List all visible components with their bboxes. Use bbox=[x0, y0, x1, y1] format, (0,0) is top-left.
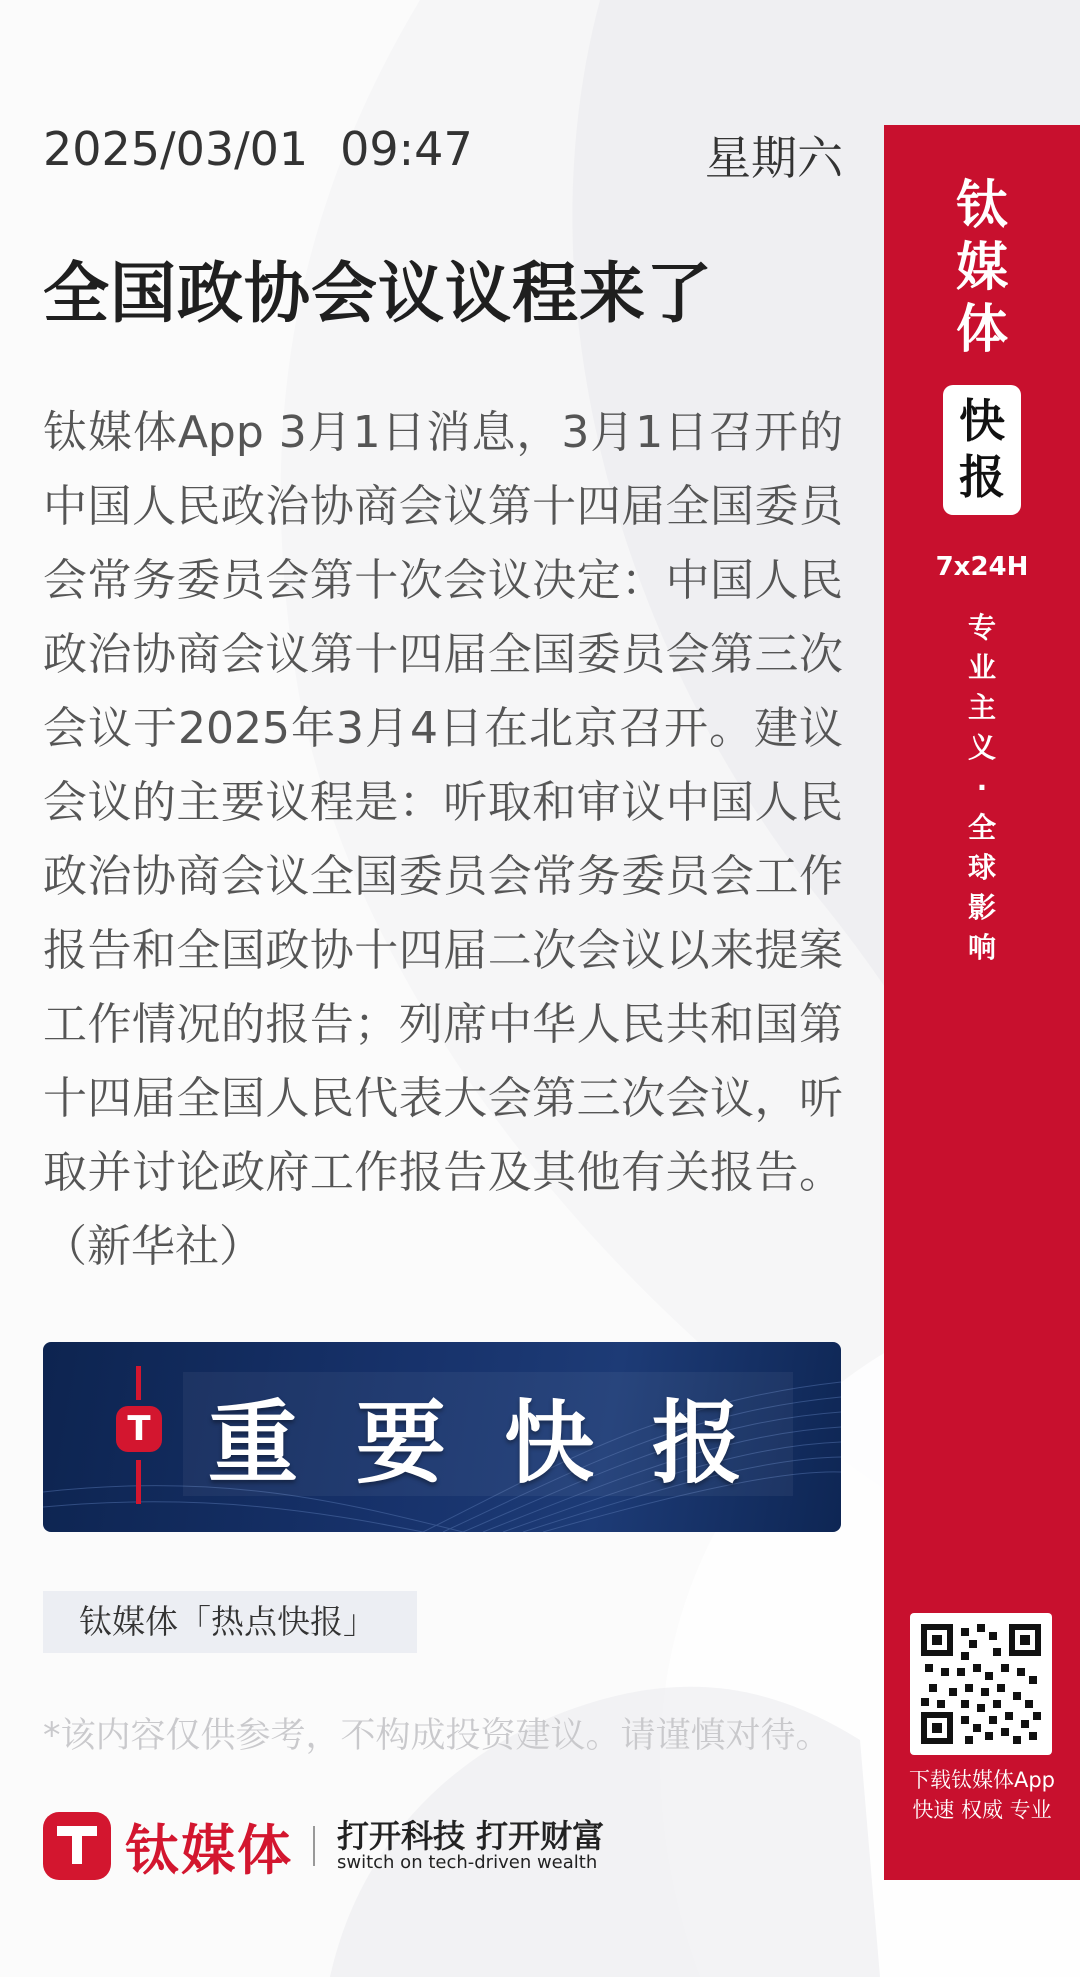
article-body: 钛媒体App 3月1日消息，3月1日召开的中国人民政治协商会议第十四届全国委员会常务委员会第十次会议决定：中国人民政治协商会议第十四届全国委员会第三次会议于2025年3月4日在北京召开。建议会议的主要议程是：听取和审议中国人民政治协商会议全国委员会常务委员会工作报告和全国政协十四届二次会议以来提案工作情况的报告；列席中华人民共和国第十四届全国人民代表大会第三次会议，听取并讨论政府工作报告及其他有关报告。（新华社） bbox=[43, 407, 843, 1272]
footer-brand-bar bbox=[43, 1811, 604, 1881]
badge-char: 报 bbox=[959, 450, 1005, 504]
sidebar-hours: 7x24H bbox=[935, 552, 1029, 582]
download-qr-code[interactable] bbox=[910, 1613, 1052, 1755]
slogan-char: 义 bbox=[967, 731, 996, 764]
banner-accent-bar-bottom bbox=[136, 1460, 141, 1504]
article-title: 全国政协会议议程来了 bbox=[43, 255, 713, 332]
footer-brand-name: 钛媒体 bbox=[125, 1818, 293, 1882]
qr-code-icon bbox=[921, 1624, 1041, 1744]
slogan-char: 球 bbox=[967, 851, 996, 884]
footer-slogan-en: switch on tech-driven wealth bbox=[337, 1852, 598, 1873]
banner-accent-bar-top bbox=[136, 1366, 141, 1400]
slogan-char: · bbox=[976, 771, 988, 804]
column-tag[interactable]: 钛媒体「热点快报」 bbox=[43, 1591, 417, 1653]
red-sidebar bbox=[884, 125, 1080, 1880]
disclaimer-text: *该内容仅供参考，不构成投资建议。请谨慎对待。 bbox=[43, 1716, 831, 1756]
footer-divider bbox=[313, 1826, 315, 1866]
tmtpost-logo-icon: T bbox=[116, 1406, 162, 1452]
slogan-char: 业 bbox=[967, 651, 996, 684]
slogan-char: 响 bbox=[967, 931, 996, 964]
banner-title: 重要快报 bbox=[208, 1391, 800, 1496]
slogan-char: 主 bbox=[967, 691, 996, 724]
sidebar-slogan bbox=[884, 608, 1080, 968]
important-news-banner[interactable] bbox=[43, 1342, 841, 1532]
tmtpost-logo-icon bbox=[43, 1812, 111, 1880]
flash-news-badge bbox=[943, 385, 1021, 515]
slogan-char: 全 bbox=[967, 811, 996, 844]
download-caption bbox=[884, 1765, 1080, 1825]
sidebar-brand-char: 体 bbox=[955, 300, 1008, 360]
badge-char: 快 bbox=[959, 394, 1005, 448]
date-row bbox=[43, 122, 843, 188]
sidebar-brand bbox=[884, 175, 1080, 361]
download-tagline: 快速 权威 专业 bbox=[912, 1798, 1052, 1822]
slogan-char: 专 bbox=[967, 611, 996, 644]
time-text: 09:47 bbox=[340, 122, 473, 176]
date-text: 2025/03/01 bbox=[43, 122, 309, 176]
download-app-text: 下载钛媒体App bbox=[908, 1768, 1056, 1792]
footer-slogan-cn: 打开科技 打开财富 bbox=[337, 1817, 605, 1855]
slogan-char: 影 bbox=[967, 891, 996, 924]
sidebar-brand-char: 媒 bbox=[955, 238, 1008, 298]
weekday-text: 星期六 bbox=[705, 131, 843, 185]
sidebar-brand-char: 钛 bbox=[955, 176, 1008, 236]
